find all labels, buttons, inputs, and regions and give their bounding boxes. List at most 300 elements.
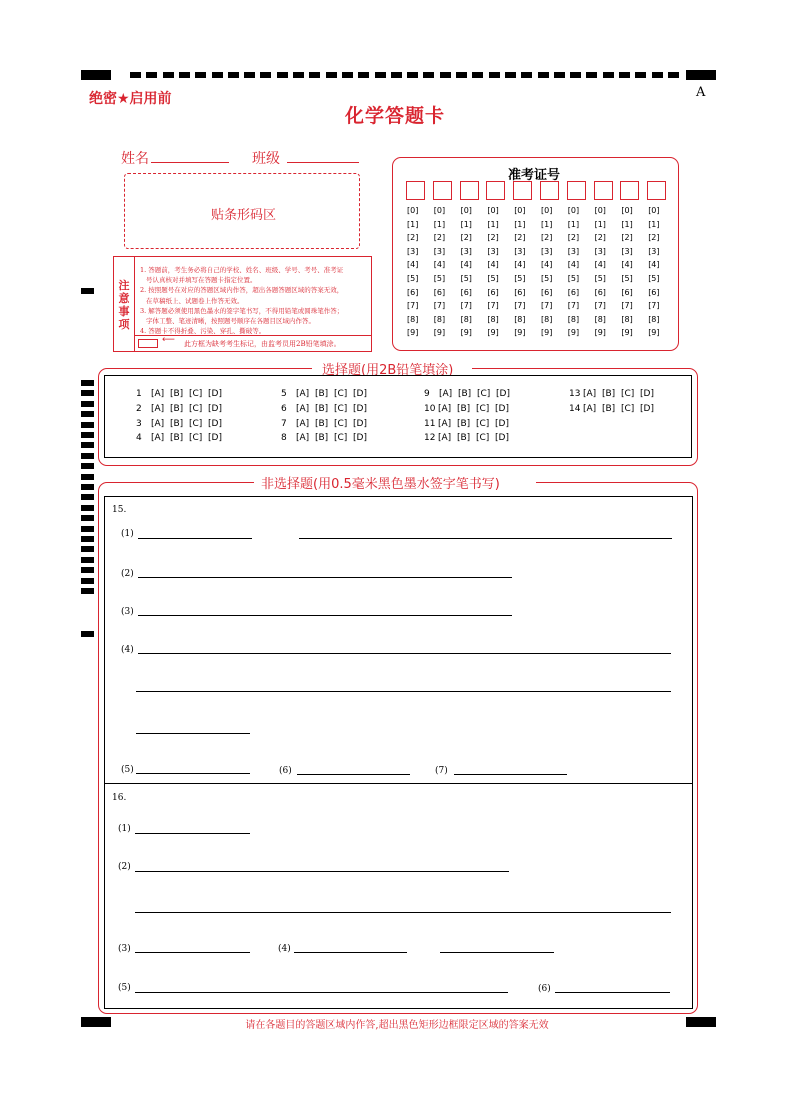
- admission-digit-option[interactable]: [1]: [594, 219, 606, 229]
- top-timing-mark: [538, 72, 549, 78]
- admission-digit-option[interactable]: [7]: [621, 301, 633, 311]
- choice-option-bubble[interactable]: [A]: [583, 403, 597, 414]
- q15-sub5-label: (5): [121, 765, 134, 775]
- top-timing-mark: [456, 72, 467, 78]
- admission-digit-option[interactable]: [7]: [487, 301, 499, 311]
- choice-question-number: 3: [136, 418, 142, 429]
- choice-option-bubble[interactable]: [B]: [602, 389, 616, 399]
- top-timing-mark: [619, 72, 630, 78]
- choice-option-bubble[interactable]: [A]: [151, 389, 165, 399]
- q15-sub7-label: (7): [435, 766, 448, 776]
- choice-question-number: 12: [424, 433, 436, 444]
- notice-item: 在草稿纸上、试题卷上作答无效。: [146, 296, 244, 305]
- admission-digit-option[interactable]: [2]: [621, 233, 633, 243]
- top-timing-mark: [244, 72, 255, 78]
- admission-digit-option[interactable]: [0]: [621, 206, 633, 215]
- admission-digit-option[interactable]: [4]: [407, 260, 419, 270]
- admission-digit-box[interactable]: [406, 181, 425, 200]
- admission-digit-option[interactable]: [3]: [541, 246, 553, 256]
- version-label: A: [696, 85, 706, 100]
- top-timing-mark: [228, 72, 239, 78]
- q16-sub1-answer[interactable]: [135, 833, 250, 834]
- choice-option-bubble[interactable]: [C]: [189, 389, 203, 399]
- choice-title: 选择题(用2B铅笔填涂): [322, 363, 454, 378]
- side-timing-mark: [81, 463, 94, 469]
- notice-title: [117, 279, 131, 331]
- admission-digit-option[interactable]: [8]: [487, 314, 499, 324]
- q16-number: 16.: [112, 793, 127, 803]
- admission-digit-option[interactable]: [8]: [460, 314, 472, 324]
- admission-digit-option[interactable]: [3]: [648, 246, 660, 256]
- choice-question-number: 6: [281, 403, 287, 414]
- choice-option-bubble[interactable]: [B]: [457, 403, 471, 414]
- choice-option-bubble[interactable]: [D]: [353, 418, 367, 429]
- admission-digit-box[interactable]: [433, 181, 452, 200]
- choice-option-bubble[interactable]: [C]: [476, 403, 490, 414]
- admission-digit-option[interactable]: [6]: [487, 287, 499, 297]
- top-timing-mark: [521, 72, 532, 78]
- admission-digit-option[interactable]: [8]: [514, 314, 526, 324]
- choice-option-bubble[interactable]: [D]: [495, 418, 509, 429]
- question-divider: [104, 783, 693, 784]
- admission-digit-option[interactable]: [6]: [567, 287, 580, 297]
- admission-digit-option[interactable]: [4]: [514, 260, 526, 270]
- admission-digit-option[interactable]: [0]: [648, 206, 660, 215]
- q15-sub4-answer-line3[interactable]: [136, 733, 250, 734]
- admission-digit-box[interactable]: [540, 181, 559, 200]
- choice-option-bubble[interactable]: [A]: [296, 433, 310, 444]
- side-timing-mark: [81, 526, 94, 532]
- q16-sub2-answer-line2[interactable]: [135, 912, 671, 913]
- side-timing-mark: [81, 578, 94, 584]
- choice-question-number: 9: [424, 389, 430, 399]
- q16-sub5-label: (5): [118, 983, 131, 993]
- admission-digit-option[interactable]: [0]: [567, 206, 580, 215]
- notice-item: 号认真核对并填写在答题卡指定位置。: [146, 276, 257, 285]
- choice-option-bubble[interactable]: [B]: [170, 403, 184, 414]
- choice-question-number: 11: [424, 418, 436, 429]
- admission-digit-box[interactable]: [594, 181, 613, 200]
- top-left-marker: [81, 70, 111, 80]
- footer-note: 请在各题目的答题区域内作答,超出黑色矩形边框限定区域的答案无效: [245, 1020, 549, 1031]
- q15-sub2-answer[interactable]: [138, 577, 512, 578]
- admission-digit-box[interactable]: [567, 181, 586, 200]
- admission-digit-option[interactable]: [3]: [433, 246, 446, 256]
- side-mark: [81, 288, 94, 294]
- admission-digit-option[interactable]: [9]: [594, 328, 606, 338]
- q15-sub5-answer[interactable]: [136, 773, 250, 774]
- choice-option-bubble[interactable]: [D]: [496, 389, 510, 399]
- top-timing-mark: [375, 72, 386, 78]
- top-timing-mark: [652, 72, 663, 78]
- admission-digit-option[interactable]: [2]: [648, 233, 660, 243]
- q15-sub1-answer-a[interactable]: [138, 538, 252, 539]
- name-field[interactable]: [151, 162, 229, 163]
- choice-option-bubble[interactable]: [D]: [208, 389, 222, 399]
- choice-option-bubble[interactable]: [D]: [495, 403, 509, 414]
- q15-sub3-answer[interactable]: [138, 615, 512, 616]
- top-timing-mark: [179, 72, 190, 78]
- admission-digit-option[interactable]: [3]: [621, 246, 633, 256]
- top-timing-mark: [554, 72, 565, 78]
- side-timing-mark: [81, 474, 94, 480]
- admission-digit-option[interactable]: [2]: [514, 233, 526, 243]
- q16-sub4-answer-b[interactable]: [440, 952, 554, 953]
- bottom-right-marker: [686, 1017, 716, 1027]
- admission-digit-box[interactable]: [620, 181, 639, 200]
- admission-digit-option[interactable]: [6]: [541, 287, 553, 297]
- admission-digit-option[interactable]: [3]: [567, 246, 580, 256]
- admission-digit-option[interactable]: [4]: [487, 260, 499, 270]
- choice-option-bubble[interactable]: [B]: [457, 433, 471, 444]
- choice-question-number: 5: [281, 389, 287, 399]
- choice-option-bubble[interactable]: [C]: [334, 433, 348, 444]
- notice-item: 字体工整、笔迹清晰，按照题号顺序在各题目区域内作答。: [146, 317, 315, 325]
- admission-digit-option[interactable]: [1]: [460, 219, 472, 229]
- admission-digit-option[interactable]: [6]: [594, 287, 606, 297]
- admission-digit-option[interactable]: [0]: [594, 206, 606, 215]
- choice-option-bubble[interactable]: [B]: [315, 389, 329, 399]
- top-timing-mark: [603, 72, 614, 78]
- q16-sub5-answer[interactable]: [135, 992, 508, 993]
- admission-digit-option[interactable]: [8]: [648, 314, 660, 324]
- choice-option-bubble[interactable]: [B]: [315, 433, 329, 444]
- side-timing-mark: [81, 494, 94, 500]
- top-timing-mark: [586, 72, 597, 78]
- admission-digit-option[interactable]: [6]: [407, 287, 419, 297]
- choice-option-bubble[interactable]: [D]: [353, 389, 367, 399]
- side-timing-mark: [81, 401, 94, 407]
- choice-option-bubble[interactable]: [B]: [315, 403, 329, 414]
- top-timing-mark: [489, 72, 500, 78]
- choice-option-bubble[interactable]: [C]: [334, 403, 348, 414]
- admission-digit-option[interactable]: [6]: [433, 287, 446, 297]
- admission-digit-option[interactable]: [4]: [621, 260, 633, 270]
- side-timing-mark: [81, 411, 94, 417]
- q15-sub6-label: (6): [279, 766, 292, 776]
- admission-digit-option[interactable]: [1]: [487, 219, 499, 229]
- q15-sub2-label: (2): [121, 569, 134, 579]
- admission-digit-option[interactable]: [2]: [407, 233, 419, 243]
- side-timing-mark: [81, 453, 94, 459]
- admission-digit-option[interactable]: [3]: [407, 246, 419, 256]
- choice-option-bubble[interactable]: [A]: [583, 389, 597, 399]
- admission-digit-option[interactable]: [1]: [648, 219, 660, 229]
- absent-text: 此方框为缺考考生标记，由监考员用2B铅笔填涂。: [184, 340, 341, 348]
- choice-question-number: 8: [281, 433, 287, 444]
- choice-option-bubble[interactable]: [C]: [476, 433, 490, 444]
- admission-digit-option[interactable]: [7]: [514, 301, 526, 311]
- choice-question-number: 1: [136, 389, 142, 399]
- top-timing-mark: [358, 72, 369, 78]
- top-timing-mark: [391, 72, 402, 78]
- choice-question-number: 4: [136, 433, 142, 444]
- admission-digit-option[interactable]: [4]: [567, 260, 580, 270]
- choice-option-bubble[interactable]: [B]: [458, 389, 472, 399]
- choice-option-bubble[interactable]: [C]: [621, 389, 635, 399]
- top-timing-mark: [635, 72, 646, 78]
- top-timing-mark: [309, 72, 320, 78]
- admission-digit-option[interactable]: [7]: [648, 301, 660, 311]
- q16-sub6-answer[interactable]: [555, 992, 670, 993]
- admission-digit-box[interactable]: [486, 181, 505, 200]
- admission-digit-box[interactable]: [513, 181, 532, 200]
- choice-option-bubble[interactable]: [D]: [208, 418, 222, 429]
- admission-digit-option[interactable]: [2]: [594, 233, 606, 243]
- secret-label: 绝密★启用前: [89, 91, 172, 107]
- admission-digit-box[interactable]: [460, 181, 479, 200]
- admission-digit-option[interactable]: [7]: [460, 301, 472, 311]
- q15-sub6-answer[interactable]: [297, 774, 410, 775]
- admission-digit-box[interactable]: [647, 181, 666, 200]
- q15-sub1-label: (1): [121, 529, 134, 539]
- choice-option-bubble[interactable]: [A]: [296, 403, 310, 414]
- choice-option-bubble[interactable]: [B]: [170, 418, 184, 429]
- admission-digit-option[interactable]: [3]: [514, 246, 526, 256]
- class-field[interactable]: [287, 162, 359, 163]
- q15-sub4-answer-line1[interactable]: [138, 653, 671, 654]
- q15-sub3-label: (3): [121, 607, 134, 617]
- choice-option-bubble[interactable]: [A]: [438, 418, 452, 429]
- admission-digit-option[interactable]: [5]: [567, 274, 580, 283]
- choice-option-bubble[interactable]: [C]: [189, 433, 203, 444]
- top-timing-mark: [260, 72, 271, 78]
- admission-digit-option[interactable]: [2]: [541, 233, 553, 243]
- choice-option-bubble[interactable]: [C]: [189, 418, 203, 429]
- admission-digit-option[interactable]: [0]: [514, 206, 526, 215]
- choice-option-bubble[interactable]: [C]: [189, 403, 203, 414]
- side-mark: [81, 631, 94, 637]
- choice-option-bubble[interactable]: [A]: [296, 389, 310, 399]
- top-timing-mark: [423, 72, 434, 78]
- choice-option-bubble[interactable]: [B]: [602, 403, 616, 414]
- admission-digit-option[interactable]: [1]: [621, 219, 633, 229]
- admission-digit-option[interactable]: [2]: [460, 233, 472, 243]
- choice-option-bubble[interactable]: [B]: [170, 389, 184, 399]
- side-timing-mark: [81, 557, 94, 563]
- q15-sub1-answer-b[interactable]: [299, 538, 672, 539]
- top-timing-mark: [195, 72, 206, 78]
- choice-option-bubble[interactable]: [A]: [439, 389, 453, 399]
- q15-sub7-answer[interactable]: [454, 774, 567, 775]
- side-timing-mark: [81, 536, 94, 542]
- side-timing-mark: [81, 546, 94, 552]
- admission-digit-option[interactable]: [2]: [567, 233, 580, 243]
- admission-digit-option[interactable]: [8]: [433, 314, 446, 324]
- admission-digit-option[interactable]: [4]: [460, 260, 472, 270]
- top-timing-mark: [505, 72, 516, 78]
- admission-digit-option[interactable]: [4]: [648, 260, 660, 270]
- admission-digit-option[interactable]: [0]: [407, 206, 419, 215]
- q15-number: 15.: [112, 505, 127, 515]
- side-timing-mark: [81, 380, 94, 386]
- choice-option-bubble[interactable]: [B]: [170, 433, 184, 444]
- choice-frame: [104, 375, 692, 458]
- choice-option-bubble[interactable]: [C]: [334, 418, 348, 429]
- top-timing-mark: [146, 72, 157, 78]
- admission-digit-option[interactable]: [7]: [407, 301, 419, 311]
- choice-question-number: 2: [136, 403, 142, 414]
- class-label: 班级: [252, 151, 280, 167]
- admission-digit-option[interactable]: [9]: [460, 328, 472, 338]
- side-timing-mark: [81, 484, 94, 490]
- admission-digit-option[interactable]: [1]: [514, 219, 526, 229]
- admission-digit-option[interactable]: [9]: [621, 328, 633, 338]
- side-timing-mark: [81, 432, 94, 438]
- side-timing-mark: [81, 588, 94, 594]
- nonchoice-frame: [104, 496, 693, 1009]
- top-timing-mark: [440, 72, 451, 78]
- admission-digit-option[interactable]: [3]: [460, 246, 472, 256]
- choice-option-bubble[interactable]: [D]: [640, 389, 654, 399]
- admission-digit-option[interactable]: [8]: [594, 314, 606, 324]
- top-timing-mark: [472, 72, 483, 78]
- choice-option-bubble[interactable]: [A]: [151, 418, 165, 429]
- admission-digit-option[interactable]: [6]: [621, 287, 633, 297]
- admission-digit-option[interactable]: [0]: [433, 206, 446, 215]
- admission-digit-option[interactable]: [0]: [541, 206, 553, 215]
- admission-digit-option[interactable]: [0]: [487, 206, 499, 215]
- notice-item: 1. 答题前，考生务必将自己的学校、姓名、班级、学号、考号、准考证: [140, 266, 344, 274]
- choice-question-number: 7: [281, 418, 287, 429]
- admission-digit-option[interactable]: [6]: [648, 287, 660, 297]
- admission-digit-option[interactable]: [3]: [594, 246, 606, 256]
- notice-title-text: 注意事项: [118, 279, 130, 331]
- choice-question-number: 13: [569, 389, 581, 399]
- admission-digit-option[interactable]: [3]: [487, 246, 499, 256]
- q16-sub2-label: (2): [118, 862, 131, 872]
- choice-question-number: 10: [424, 403, 436, 414]
- admission-digit-option[interactable]: [1]: [541, 219, 553, 229]
- top-timing-mark: [570, 72, 581, 78]
- choice-option-bubble[interactable]: [A]: [151, 433, 165, 444]
- top-timing-mark: [277, 72, 288, 78]
- admission-digit-option[interactable]: [5]: [648, 274, 660, 283]
- choice-option-bubble[interactable]: [C]: [477, 389, 491, 399]
- q15-sub4-label: (4): [121, 645, 134, 655]
- top-timing-mark: [212, 72, 223, 78]
- side-timing-mark: [81, 567, 94, 573]
- q16-sub4-label: (4): [278, 944, 291, 954]
- side-timing-mark: [81, 422, 94, 428]
- admission-digit-option[interactable]: [6]: [514, 287, 526, 297]
- admission-digit-option[interactable]: [4]: [594, 260, 606, 270]
- side-timing-mark: [81, 390, 94, 396]
- choice-option-bubble[interactable]: [C]: [476, 418, 490, 429]
- admission-digit-option[interactable]: [5]: [407, 274, 419, 283]
- top-timing-mark: [668, 72, 679, 78]
- admission-digit-option[interactable]: [5]: [487, 274, 499, 283]
- admission-digit-option[interactable]: [0]: [460, 206, 472, 215]
- admission-digit-option[interactable]: [2]: [487, 233, 499, 243]
- choice-option-bubble[interactable]: [A]: [296, 418, 310, 429]
- admission-digit-option[interactable]: [1]: [567, 219, 580, 229]
- choice-option-bubble[interactable]: [C]: [334, 389, 348, 399]
- choice-question-number: 14: [569, 403, 581, 414]
- choice-option-bubble[interactable]: [A]: [438, 433, 452, 444]
- top-timing-mark: [407, 72, 418, 78]
- q16-sub4-answer-a[interactable]: [294, 952, 407, 953]
- admission-digit-option[interactable]: [5]: [594, 274, 606, 283]
- admission-digit-option[interactable]: [9]: [541, 328, 553, 338]
- q16-sub6-label: (6): [538, 984, 551, 994]
- admission-title: 准考证号: [508, 168, 561, 183]
- choice-option-bubble[interactable]: [D]: [640, 403, 654, 414]
- top-timing-mark: [163, 72, 174, 78]
- choice-option-bubble[interactable]: [D]: [353, 433, 367, 444]
- q16-sub2-answer-line1[interactable]: [135, 871, 509, 872]
- admission-digit-option[interactable]: [9]: [567, 328, 580, 338]
- admission-digit-option[interactable]: [4]: [433, 260, 446, 270]
- q15-sub4-answer-line2[interactable]: [136, 691, 671, 692]
- choice-option-bubble[interactable]: [D]: [495, 433, 509, 444]
- admission-digit-option[interactable]: [4]: [541, 260, 553, 270]
- admission-digit-option[interactable]: [8]: [621, 314, 633, 324]
- page-title: 化学答题卡: [345, 105, 446, 127]
- choice-option-bubble[interactable]: [D]: [208, 433, 222, 444]
- top-timing-mark: [130, 72, 141, 78]
- admission-digit-option[interactable]: [9]: [433, 328, 446, 338]
- choice-option-bubble[interactable]: [D]: [208, 403, 222, 414]
- admission-digit-option[interactable]: [5]: [460, 274, 472, 283]
- absent-arrow: ⟵: [162, 335, 175, 345]
- notice-item: 3. 解答题必须使用黑色墨水的签字笔书写，不得用铅笔或圆珠笔作答；: [140, 306, 344, 315]
- top-timing-mark: [326, 72, 337, 78]
- admission-digit-option[interactable]: [6]: [460, 287, 472, 297]
- top-timing-mark: [342, 72, 353, 78]
- admission-digit-option[interactable]: [8]: [541, 314, 553, 324]
- side-timing-mark: [81, 515, 94, 521]
- admission-digit-option[interactable]: [7]: [541, 301, 553, 311]
- admission-digit-option[interactable]: [9]: [514, 328, 526, 338]
- admission-digit-option[interactable]: [1]: [433, 219, 446, 229]
- choice-option-bubble[interactable]: [B]: [457, 418, 471, 429]
- admission-digit-option[interactable]: [1]: [407, 219, 419, 229]
- q16-sub3-label: (3): [118, 944, 131, 954]
- admission-digit-option[interactable]: [8]: [567, 314, 580, 324]
- admission-digit-option[interactable]: [9]: [407, 328, 419, 338]
- name-label: 姓名: [121, 151, 149, 167]
- admission-digit-option[interactable]: [7]: [433, 301, 446, 311]
- admission-digit-option[interactable]: [5]: [541, 274, 553, 283]
- choice-option-bubble[interactable]: [A]: [438, 403, 452, 414]
- admission-digit-option[interactable]: [9]: [648, 328, 660, 338]
- q16-sub1-label: (1): [118, 824, 131, 834]
- top-right-marker: [686, 70, 716, 80]
- q16-sub3-answer[interactable]: [135, 952, 250, 953]
- choice-option-bubble[interactable]: [B]: [315, 418, 329, 429]
- admission-digit-option[interactable]: [8]: [407, 314, 419, 324]
- side-timing-mark: [81, 505, 94, 511]
- notice-item: 4. 答题卡不得折叠、污染、穿孔、撕破等。: [140, 327, 266, 336]
- nonchoice-title: 非选择题(用0.5毫米黑色墨水签字笔书写): [261, 477, 500, 492]
- choice-option-bubble[interactable]: [C]: [621, 403, 635, 414]
- choice-option-bubble[interactable]: [D]: [353, 403, 367, 414]
- notice-item: 2. 按照题号在对应的答题区域内作答，超出各题答题区域的答案无效，: [140, 286, 344, 295]
- admission-digit-option[interactable]: [5]: [514, 274, 526, 283]
- absent-mark-box[interactable]: [138, 339, 158, 348]
- admission-digit-option[interactable]: [5]: [433, 274, 446, 283]
- barcode-label: 贴条形码区: [211, 208, 277, 223]
- side-timing-mark: [81, 442, 94, 448]
- choice-option-bubble[interactable]: [A]: [151, 403, 165, 414]
- admission-digit-option[interactable]: [5]: [621, 274, 633, 283]
- admission-digit-option[interactable]: [9]: [487, 328, 499, 338]
- admission-digit-option[interactable]: [2]: [433, 233, 446, 243]
- admission-digit-option[interactable]: [7]: [594, 301, 606, 311]
- admission-digit-option[interactable]: [7]: [567, 301, 580, 311]
- top-timing-mark: [293, 72, 304, 78]
